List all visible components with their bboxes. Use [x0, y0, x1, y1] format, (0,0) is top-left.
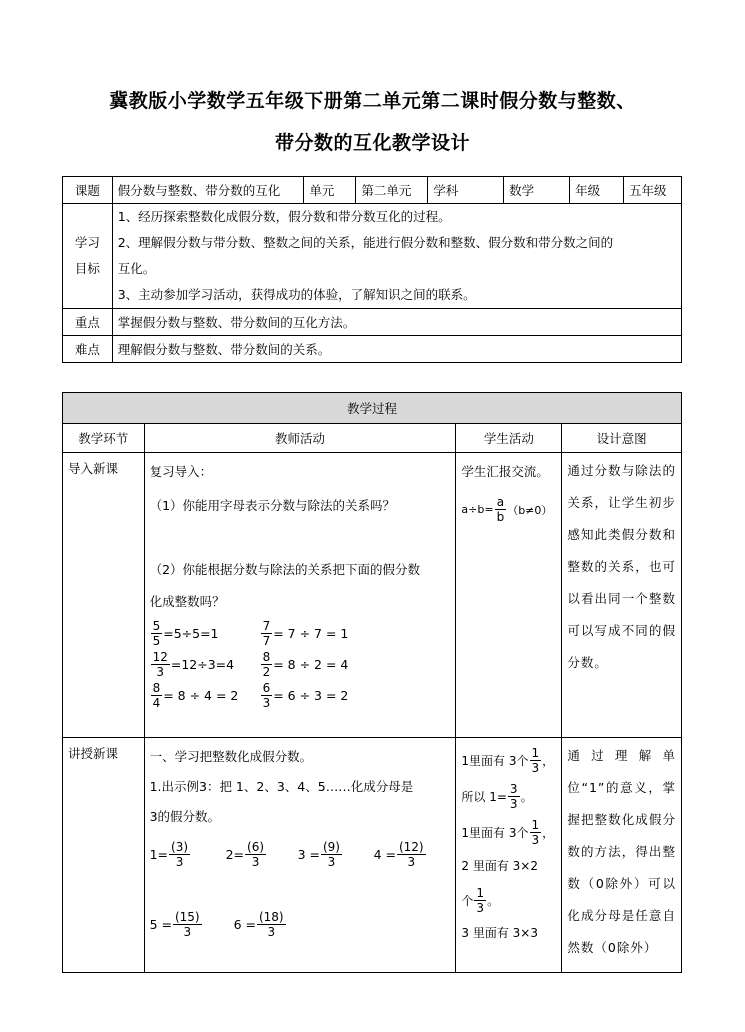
- col-teacher-header: 教师活动: [144, 424, 456, 453]
- integer-fraction-row-2: [150, 904, 451, 944]
- fraction-denominator: b: [496, 510, 505, 524]
- intro-question-1: （1）你能用字母表示分数与除法的关系吗？: [149, 498, 396, 513]
- key-point-row: [63, 309, 682, 336]
- fraction-numerator: 6: [262, 681, 271, 695]
- intro-student-activity: [456, 453, 562, 738]
- student-line-1: [461, 742, 554, 778]
- equation: [298, 840, 374, 869]
- subject-value: 数学: [504, 177, 570, 204]
- fraction-denominator: 3: [509, 796, 518, 811]
- column-header-row: [63, 424, 682, 453]
- fraction-denominator: 3: [531, 760, 540, 775]
- equation: [226, 840, 298, 869]
- intro-teacher-activity: [144, 453, 456, 738]
- equation-left: 5 =: [149, 916, 172, 932]
- teaching-process-table: [62, 392, 682, 973]
- fraction-denominator: 3: [476, 900, 485, 915]
- fraction-denominator: 3: [156, 665, 165, 679]
- student-text: ，: [542, 753, 555, 768]
- fraction-numerator: (6): [247, 839, 265, 854]
- goals-label-line-2: 目标: [74, 261, 100, 276]
- equation: [260, 650, 410, 679]
- intro-equations: [150, 619, 451, 710]
- document-title-line-2: 带分数的互化教学设计: [274, 132, 470, 154]
- fraction-numerator: (12): [398, 839, 424, 854]
- fraction-denominator: 3: [251, 854, 260, 869]
- col-student-header: 学生活动: [456, 424, 562, 453]
- fraction-numerator: 12: [152, 650, 168, 664]
- student-report: 学生汇报交流。: [461, 464, 549, 479]
- equation-rest: = 6 ÷ 3 = 2: [273, 688, 349, 703]
- lesson-info-row: [63, 177, 682, 204]
- subject-label: 学科: [428, 177, 504, 204]
- fraction-denominator: 7: [262, 634, 271, 648]
- student-text: 所以 1=: [461, 789, 507, 804]
- equation: [150, 681, 260, 710]
- process-header-row: [63, 393, 682, 424]
- equation-rest: = 8 ÷ 4 = 2: [163, 688, 239, 703]
- equation: [260, 681, 410, 710]
- equation: [150, 910, 234, 939]
- goal-2-line-1: 2、理解假分数与带分数、整数之间的关系，能进行假分数和整数、假分数和带分数之间的: [117, 235, 614, 250]
- student-text: 。: [520, 789, 533, 804]
- intro-question-2: （2）你能根据分数与除法的关系把下面的假分数: [149, 562, 421, 577]
- goal-3: 3、主动参加学习活动，获得成功的体验，了解知识之间的联系。: [117, 287, 476, 302]
- new-lesson-student-activity: [456, 738, 562, 973]
- unit-label: 单元: [304, 177, 356, 204]
- equation: [374, 840, 427, 869]
- fraction-numerator: 8: [152, 681, 161, 695]
- student-line-2: [461, 778, 532, 814]
- student-text: 个: [461, 893, 474, 908]
- intro-row: [63, 453, 682, 738]
- grade-label: 年级: [570, 177, 624, 204]
- student-line-4: 2 里面有 3×2: [461, 859, 538, 873]
- goal-1: 1、经历探索整数化成假分数，假分数和带分数互化的过程。: [117, 209, 451, 224]
- difficulty-row: [63, 336, 682, 363]
- equation-left: 3 =: [297, 846, 320, 862]
- equation-left: 1=: [149, 846, 169, 862]
- student-line-6: 3 里面有 3×3: [461, 926, 538, 940]
- fraction-numerator: 5: [152, 619, 161, 633]
- fraction-numerator: 3: [509, 781, 518, 796]
- equation: [150, 840, 226, 869]
- formula-condition: （b≠0）: [507, 503, 553, 517]
- key-point-value: 掌握假分数与整数、带分数间的互化方法。: [112, 309, 681, 336]
- example-3-line-2: 3的假分数。: [149, 809, 221, 824]
- formula-left: a÷b=: [461, 503, 494, 516]
- lesson-label: 课题: [63, 177, 113, 204]
- intro-question-2-cont: 化成整数吗？: [149, 594, 225, 609]
- unit-value: 第二单元: [356, 177, 428, 204]
- new-lesson-row: [63, 738, 682, 973]
- equation: [260, 619, 410, 648]
- fraction-numerator: 7: [262, 619, 271, 633]
- lesson-info-table: [62, 176, 682, 363]
- intro-stage: 导入新课: [63, 453, 145, 738]
- equation: [150, 619, 260, 648]
- fraction-denominator: 4: [152, 696, 161, 710]
- difficulty-value: 理解假分数与整数、带分数间的关系。: [112, 336, 681, 363]
- col-stage-header: 教学环节: [63, 424, 145, 453]
- student-text: 1里面有 3个: [461, 825, 529, 840]
- fraction-denominator: 3: [262, 696, 271, 710]
- new-lesson-stage: 讲授新课: [63, 738, 145, 973]
- example-3-line-1: 1.出示例3：把 1、2、3、4、5……化成分母是: [149, 779, 414, 794]
- new-lesson-design-intent: 通过理解单位“1”的意义，掌握把整数化成假分数的方法，得出整数（0除外）可以化成分母是任意自然数（0除外）: [562, 738, 682, 973]
- goal-2-line-2: 互化。: [117, 261, 156, 276]
- fraction-denominator: 3: [531, 832, 540, 847]
- goals-row: [63, 204, 682, 309]
- intro-review: 复习导入：: [149, 464, 213, 479]
- goals-content: [112, 204, 681, 309]
- student-line-3: [461, 814, 554, 850]
- fraction-numerator: 1: [476, 885, 485, 900]
- equation: [150, 650, 260, 679]
- fraction-numerator: (3): [171, 839, 189, 854]
- intro-design-intent: 通过分数与除法的关系，让学生初步感知此类假分数和整数的关系，也可以看出同一个整数可以写成不同的假分数。: [562, 453, 682, 738]
- equation-rest: =5÷5=1: [163, 626, 219, 641]
- goals-label-line-1: 学习: [74, 235, 100, 250]
- fraction-numerator: (9): [322, 839, 340, 854]
- fraction-numerator: (18): [258, 909, 284, 924]
- fraction-numerator: 1: [531, 817, 540, 832]
- equation: [234, 910, 287, 939]
- goals-label: [63, 204, 113, 309]
- student-text: ，: [542, 825, 555, 840]
- fraction-numerator: 8: [262, 650, 271, 664]
- fraction-denominator: 3: [183, 924, 192, 939]
- fraction-denominator: 3: [327, 854, 336, 869]
- fraction-denominator: 3: [267, 924, 276, 939]
- document-title-line-1: 冀教版小学数学五年级下册第二单元第二课时假分数与整数、: [109, 90, 636, 112]
- division-fraction-formula: [461, 495, 552, 524]
- process-header: 教学过程: [63, 393, 682, 424]
- fraction-numerator: a: [496, 495, 505, 509]
- equation-rest: = 7 ÷ 7 = 1: [273, 626, 349, 641]
- fraction-denominator: 2: [262, 665, 271, 679]
- equation-rest: = 8 ÷ 2 = 4: [273, 657, 349, 672]
- fraction-denominator: 3: [175, 854, 184, 869]
- equation-left: 4 =: [373, 846, 396, 862]
- new-lesson-teacher-activity: [144, 738, 456, 973]
- grade-value: 五年级: [624, 177, 682, 204]
- section-1-heading: 一、学习把整数化成假分数。: [149, 749, 313, 764]
- key-point-label: 重点: [63, 309, 113, 336]
- fraction-numerator: (15): [174, 909, 200, 924]
- fraction-numerator: 1: [531, 745, 540, 760]
- fraction-denominator: 5: [152, 634, 161, 648]
- student-text: 。: [487, 893, 500, 908]
- equation-left: 6 =: [233, 916, 256, 932]
- col-intent-header: 设计意图: [562, 424, 682, 453]
- integer-fraction-row-1: [150, 834, 451, 874]
- student-line-5: [461, 882, 499, 918]
- equation-rest: =12÷3=4: [170, 657, 235, 672]
- lesson-value: 假分数与整数、带分数的互化: [112, 177, 304, 204]
- student-text: 1里面有 3个: [461, 753, 529, 768]
- equation-left: 2=: [225, 846, 245, 862]
- difficulty-label: 难点: [63, 336, 113, 363]
- fraction-denominator: 3: [407, 854, 416, 869]
